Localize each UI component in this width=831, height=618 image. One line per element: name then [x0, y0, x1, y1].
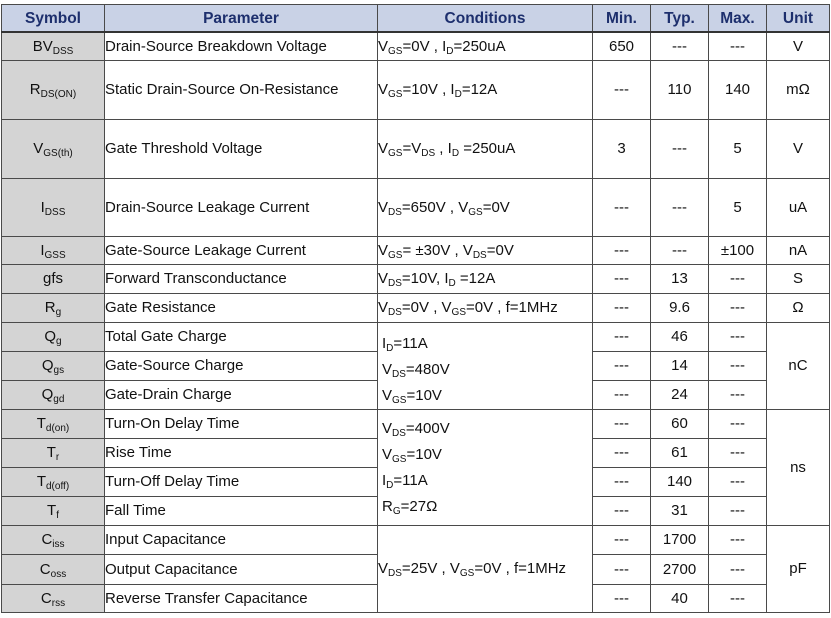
symbol-cell: $R_{DS(ON)}$ [2, 60, 105, 119]
header-row [2, 5, 830, 33]
parameter-cell: Drain-Source Leakage Current [105, 178, 378, 236]
table-body [2, 32, 830, 612]
max-cell: --- [709, 32, 767, 60]
unit-cell-timing: ns [767, 409, 830, 525]
typ-cell: 46 [651, 322, 709, 351]
table-row [2, 293, 830, 322]
max-cell: --- [709, 264, 767, 293]
min-cell: --- [593, 525, 651, 554]
typ-cell: 9.6 [651, 293, 709, 322]
min-cell: --- [593, 264, 651, 293]
parameter-cell: Input Capacitance [105, 525, 378, 554]
table-row [2, 32, 830, 60]
symbol-cell: $R_g$ [2, 293, 105, 322]
max-cell: --- [709, 496, 767, 525]
max-cell: --- [709, 380, 767, 409]
max-cell: 5 [709, 119, 767, 178]
typ-cell: --- [651, 119, 709, 178]
header-typ: Typ. [651, 5, 709, 33]
table-row [2, 119, 830, 178]
unit-cell: V [767, 32, 830, 60]
max-cell: ±100 [709, 236, 767, 264]
min-cell: --- [593, 351, 651, 380]
table-row [2, 236, 830, 264]
unit-cell-charge: nC [767, 322, 830, 409]
parameter-cell: Gate-Source Leakage Current [105, 236, 378, 264]
min-cell: --- [593, 496, 651, 525]
table-row [2, 178, 830, 236]
parameter-cell: Gate-Source Charge [105, 351, 378, 380]
typ-cell: --- [651, 32, 709, 60]
min-cell: --- [593, 438, 651, 467]
min-cell: --- [593, 380, 651, 409]
parameter-cell: Output Capacitance [105, 554, 378, 584]
min-cell: --- [593, 322, 651, 351]
symbol-cell: $V_{GS(th)}$ [2, 119, 105, 178]
header-max: Max. [709, 5, 767, 33]
symbol-cell: gfs [2, 264, 105, 293]
typ-cell: 24 [651, 380, 709, 409]
typ-cell: 140 [651, 467, 709, 496]
parameter-cell: Fall Time [105, 496, 378, 525]
parameter-cell: Turn-Off Delay Time [105, 467, 378, 496]
unit-cell: mΩ [767, 60, 830, 119]
table-row [2, 409, 830, 438]
max-cell: --- [709, 322, 767, 351]
electrical-characteristics-table [1, 4, 830, 613]
symbol-cell: $I_{GSS}$ [2, 236, 105, 264]
parameter-cell: Forward Transconductance [105, 264, 378, 293]
symbol-cell: $Q_{gd}$ [2, 380, 105, 409]
symbol-cell: $BV_{DSS}$ [2, 32, 105, 60]
parameter-cell: Static Drain-Source On-Resistance [105, 60, 378, 119]
conditions-cell: $V_{GS}= \pm 30V$ , $V_{DS}=0V$ [378, 236, 593, 264]
conditions-cell: $V_{GS}=0V$ , $I_D=250uA$ [378, 32, 593, 60]
typ-cell: --- [651, 178, 709, 236]
symbol-cell: $Q_{gs}$ [2, 351, 105, 380]
min-cell: --- [593, 409, 651, 438]
min-cell: --- [593, 467, 651, 496]
min-cell: 650 [593, 32, 651, 60]
max-cell: --- [709, 438, 767, 467]
typ-cell: 1700 [651, 525, 709, 554]
unit-cell: nA [767, 236, 830, 264]
parameter-cell: Gate-Drain Charge [105, 380, 378, 409]
header-conditions: Conditions [378, 5, 593, 33]
max-cell: --- [709, 351, 767, 380]
typ-cell: 61 [651, 438, 709, 467]
symbol-cell: $Q_g$ [2, 322, 105, 351]
conditions-cell-charge: $I_D=11A$ $V_{DS}=480V$ $V_{GS}=10V$ [378, 322, 593, 409]
unit-cell-capacitance: pF [767, 525, 830, 612]
typ-cell: 13 [651, 264, 709, 293]
symbol-cell: $T_{d(on)}$ [2, 409, 105, 438]
typ-cell: 60 [651, 409, 709, 438]
typ-cell: 14 [651, 351, 709, 380]
min-cell: 3 [593, 119, 651, 178]
unit-cell: Ω [767, 293, 830, 322]
unit-cell: uA [767, 178, 830, 236]
parameter-cell: Rise Time [105, 438, 378, 467]
typ-cell: 31 [651, 496, 709, 525]
max-cell: --- [709, 293, 767, 322]
conditions-cell: $V_{DS}=10V$, $I_D =12A$ [378, 264, 593, 293]
min-cell: --- [593, 293, 651, 322]
symbol-cell: $C_{rss}$ [2, 584, 105, 612]
typ-cell: 110 [651, 60, 709, 119]
min-cell: --- [593, 584, 651, 612]
symbol-cell: $I_{DSS}$ [2, 178, 105, 236]
symbol-cell: $T_f$ [2, 496, 105, 525]
conditions-cell: $V_{GS}=10V$ , $I_D=12A$ [378, 60, 593, 119]
table-row [2, 60, 830, 119]
max-cell: --- [709, 467, 767, 496]
min-cell: --- [593, 236, 651, 264]
max-cell: 5 [709, 178, 767, 236]
header-min: Min. [593, 5, 651, 33]
table-row [2, 525, 830, 554]
typ-cell: 40 [651, 584, 709, 612]
header-unit: Unit [767, 5, 830, 33]
min-cell: --- [593, 60, 651, 119]
parameter-cell: Gate Threshold Voltage [105, 119, 378, 178]
parameter-cell: Reverse Transfer Capacitance [105, 584, 378, 612]
symbol-cell: $C_{iss}$ [2, 525, 105, 554]
parameter-cell: Turn-On Delay Time [105, 409, 378, 438]
max-cell: --- [709, 554, 767, 584]
min-cell: --- [593, 554, 651, 584]
conditions-cell-capacitance: $V_{DS}=25V$ , $V_{GS}=0V$ , f=1MHz [378, 525, 593, 612]
parameter-cell: Gate Resistance [105, 293, 378, 322]
header-symbol: Symbol [2, 5, 105, 33]
header-parameter: Parameter [105, 5, 378, 33]
typ-cell: --- [651, 236, 709, 264]
max-cell: --- [709, 525, 767, 554]
conditions-cell: $V_{DS}=0V$ , $V_{GS}=0V$ , f=1MHz [378, 293, 593, 322]
table-row [2, 322, 830, 351]
conditions-cell: $V_{DS}=650V$ , $V_{GS}=0V$ [378, 178, 593, 236]
symbol-cell: $T_{d(off)}$ [2, 467, 105, 496]
parameter-cell: Drain-Source Breakdown Voltage [105, 32, 378, 60]
min-cell: --- [593, 178, 651, 236]
symbol-cell: $T_r$ [2, 438, 105, 467]
table-row [2, 264, 830, 293]
parameter-cell: Total Gate Charge [105, 322, 378, 351]
conditions-cell: $V_{GS}=V_{DS}$ , $I_D =250uA$ [378, 119, 593, 178]
symbol-cell: $C_{oss}$ [2, 554, 105, 584]
unit-cell: V [767, 119, 830, 178]
conditions-cell-timing: $V_{DS}=400V$ $V_{GS}=10V$ $I_D=11A$ $R_G=27\Omega$ [378, 409, 593, 525]
unit-cell: S [767, 264, 830, 293]
max-cell: 140 [709, 60, 767, 119]
max-cell: --- [709, 409, 767, 438]
max-cell: --- [709, 584, 767, 612]
typ-cell: 2700 [651, 554, 709, 584]
